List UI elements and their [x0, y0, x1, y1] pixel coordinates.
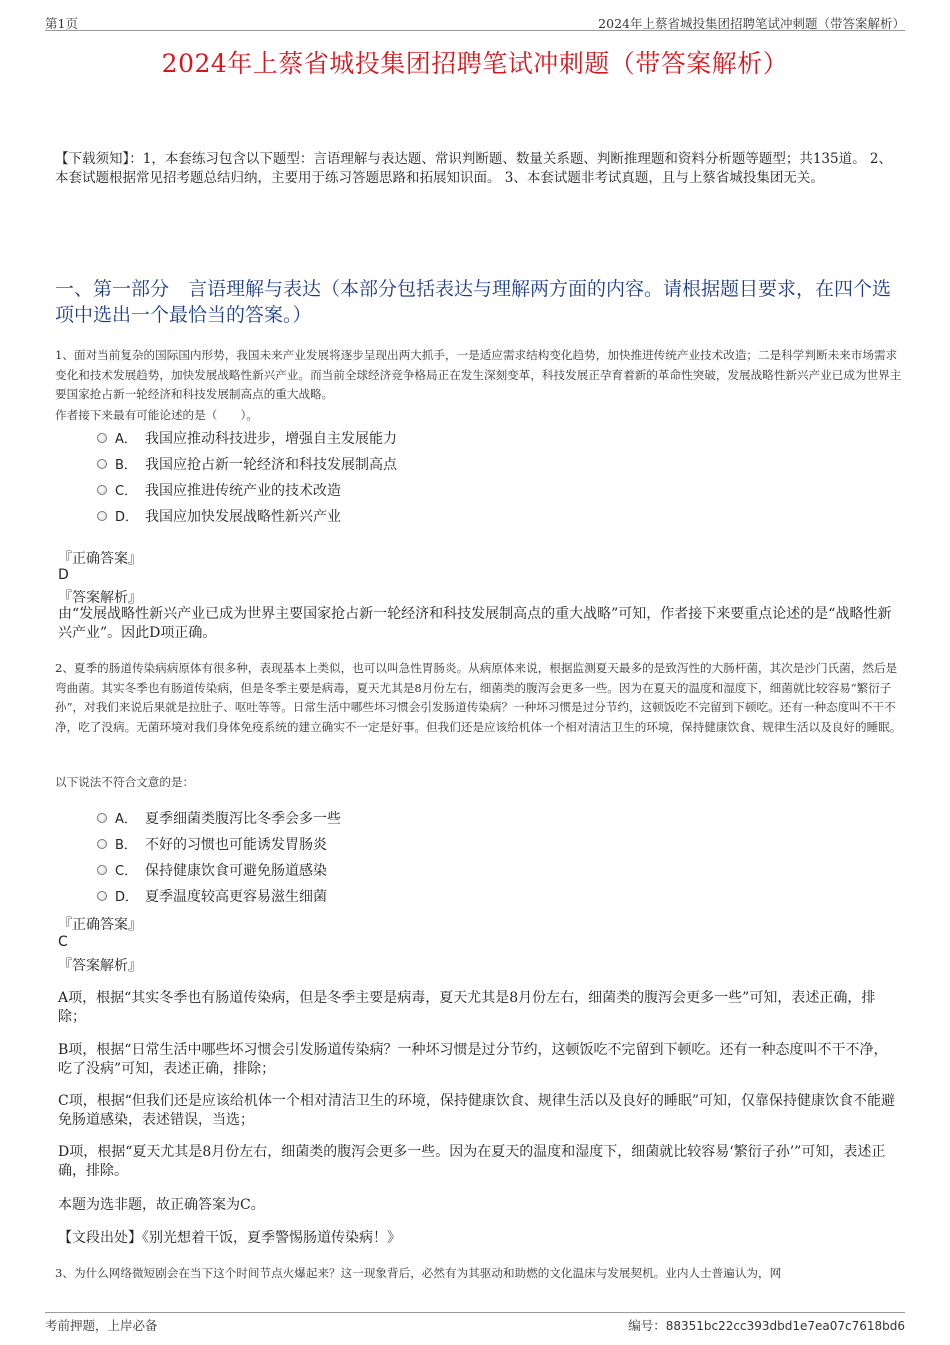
q2-answer-label: 『正确答案』: [58, 917, 142, 933]
option-letter: B．: [115, 838, 137, 853]
footer-code: [628, 1316, 905, 1334]
section-heading: 一、第一部分 言语理解与表达（本部分包括表达与理解两方面的内容。请根据题目要求，在四个选项中选出一个最恰当的答案。）: [55, 278, 892, 326]
radio-icon[interactable]: [97, 865, 107, 875]
option-letter: C．: [115, 484, 138, 499]
q2-analysis-a: A项，根据“其实冬季也有肠道传染病，但是冬季主要是病毒，夏天尤其是8月份左右，细菌类的腹泻会更多一些”可知，表述正确，排除；: [58, 990, 876, 1025]
download-notice: 【下载须知】：1，本套练习包含以下题型：言语理解与表达题、常识判断题、数量关系题、判断推理题和资料分析题等题型；共135道。 2、本套试题根据常见招考题总结归纳，主要用于练习答题思路和拓展知识面。 3、本套试题非考试真题，且与上蔡省城投集团无关。: [55, 151, 892, 186]
page-header: [45, 8, 905, 31]
q2-analysis-c: C项，根据“但我们还是应该给机体一个相对清洁卫生的环境，保持健康饮食、规律生活以及良好的睡眠”可知，仅靠保持健康饮食不能避免肠道感染，表述错误，当选；: [58, 1093, 896, 1128]
question-2-text: 2、夏季的肠道传染病病原体有很多种，表现基本上类似，也可以叫急性胃肠炎。从病原体来说，根据监测夏天最多的是致泻性的大肠杆菌，其次是沙门氏菌，然后是弯曲菌。其实冬季也有肠道传染病，但是冬季主要是病毒，夏天尤其是8月份左右，细菌类的腹泻会更多一些。因为在夏天的温度和湿度下，细菌就比较容易“繁衍子孙”，对我们来说后果就是拉肚子、呕吐等等。日常生活中哪些坏习惯会引发肠道传染病？一种坏习惯是过分节约，这顿饭吃不完留到下顿吃。还有一种态度叫不干不净，吃了没病。无菌环境对我们身体免疫系统的建立确实不一定是好事。但我们还是应该给机体一个相对清洁卫生的环境，保持健康饮食、规律生活以及良好的睡眠。: [55, 661, 902, 734]
q1-option-c[interactable]: [97, 480, 341, 502]
option-text: 夏季细菌类腹泻比冬季会多一些: [145, 811, 341, 827]
radio-icon[interactable]: [97, 511, 107, 521]
q2-option-c[interactable]: [97, 860, 327, 882]
option-text: 不好的习惯也可能诱发胃肠炎: [145, 837, 327, 853]
q1-option-b[interactable]: [97, 454, 397, 476]
page-footer: [45, 1312, 905, 1341]
option-text: 我国应抢占新一轮经济和科技发展制高点: [145, 457, 397, 473]
footer-code-value: 88351bc22cc393dbd1e7ea07c7618bd6: [665, 1319, 905, 1333]
q2-analysis-b: B项，根据“日常生活中哪些坏习惯会引发肠道传染病？一种坏习惯是过分节约，这顿饭吃不完留到下顿吃。还有一种态度叫不干不净，吃了没病”可知，表述正确，排除；: [58, 1042, 888, 1077]
option-text: 我国应加快发展战略性新兴产业: [145, 509, 341, 525]
footer-code-label: 编号：: [628, 1318, 666, 1333]
option-letter: D．: [115, 510, 139, 525]
option-text: 我国应推进传统产业的技术改造: [145, 483, 341, 499]
radio-icon[interactable]: [97, 485, 107, 495]
q2-source: 【文段出处】《别光想着干饭，夏季警惕肠道传染病！》: [58, 1230, 401, 1246]
document-title: 2024年上蔡省城投集团招聘笔试冲刺题（带答案解析）: [161, 49, 789, 78]
question-1-text: 1、面对当前复杂的国际国内形势，我国未来产业发展将逐步呈现出两大抓手，一是适应需求结构变化趋势，加快推进传统产业技术改造；二是科学判断未来市场需求变化和技术发展趋势，加快发展战略性新兴产业。而当前全球经济竞争格局正在发生深刻变革，科技发展正孕育着新的革命性突破，发展战略性新兴产业已成为世界主要国家抢占新一轮经济和科技发展制高点的重大战略。: [55, 348, 902, 401]
option-letter: D．: [115, 890, 139, 905]
option-letter: A．: [115, 812, 137, 827]
q2-option-b[interactable]: [97, 834, 327, 856]
option-text: 我国应推动科技进步，增强自主发展能力: [145, 431, 397, 447]
option-letter: B．: [115, 458, 137, 473]
q1-option-d[interactable]: [97, 506, 341, 528]
q2-analysis-label: 『答案解析』: [58, 958, 142, 974]
running-title: 2024年上蔡省城投集团招聘笔试冲刺题（带答案解析）: [598, 16, 905, 31]
q1-analysis-label: 『答案解析』: [58, 590, 142, 606]
option-text: 夏季温度较高更容易滋生细菌: [145, 889, 327, 905]
option-text: 保持健康饮食可避免肠道感染: [145, 863, 327, 879]
q1-answer: D: [58, 567, 69, 583]
radio-icon[interactable]: [97, 813, 107, 823]
q2-analysis-d: D项，根据“夏天尤其是8月份左右，细菌类的腹泻会更多一些。因为在夏天的温度和湿度下，细菌就比较容易‘繁衍子孙’”可知，表述正确，排除。: [58, 1144, 886, 1179]
option-letter: A．: [115, 432, 137, 447]
q2-conclusion: 本题为选非题，故正确答案为C。: [58, 1197, 265, 1213]
q1-option-a[interactable]: [97, 428, 397, 450]
page-number: 第1页: [45, 16, 78, 31]
q2-option-d[interactable]: [97, 886, 327, 908]
radio-icon[interactable]: [97, 839, 107, 849]
question-1-stem: 作者接下来最有可能论述的是（ ）。: [55, 408, 258, 422]
question-3-text: 3、为什么网络微短剧会在当下这个时间节点火爆起来？这一现象背后，必然有为其驱动和助燃的文化温床与发展契机。业内人士普遍认为，网: [55, 1266, 782, 1280]
option-letter: C．: [115, 864, 138, 879]
q1-answer-label: 『正确答案』: [58, 551, 142, 567]
q2-option-a[interactable]: [97, 808, 341, 830]
radio-icon[interactable]: [97, 433, 107, 443]
footer-slogan: 考前押题，上岸必备: [45, 1318, 158, 1333]
radio-icon[interactable]: [97, 459, 107, 469]
radio-icon[interactable]: [97, 891, 107, 901]
q2-answer: C: [58, 934, 68, 950]
question-2-stem: 以下说法不符合文意的是：: [55, 775, 195, 789]
q1-analysis: 由“发展战略性新兴产业已成为世界主要国家抢占新一轮经济和科技发展制高点的重大战略”可知，作者接下来要重点论述的是“战略性新兴产业”。因此D项正确。: [58, 606, 892, 641]
